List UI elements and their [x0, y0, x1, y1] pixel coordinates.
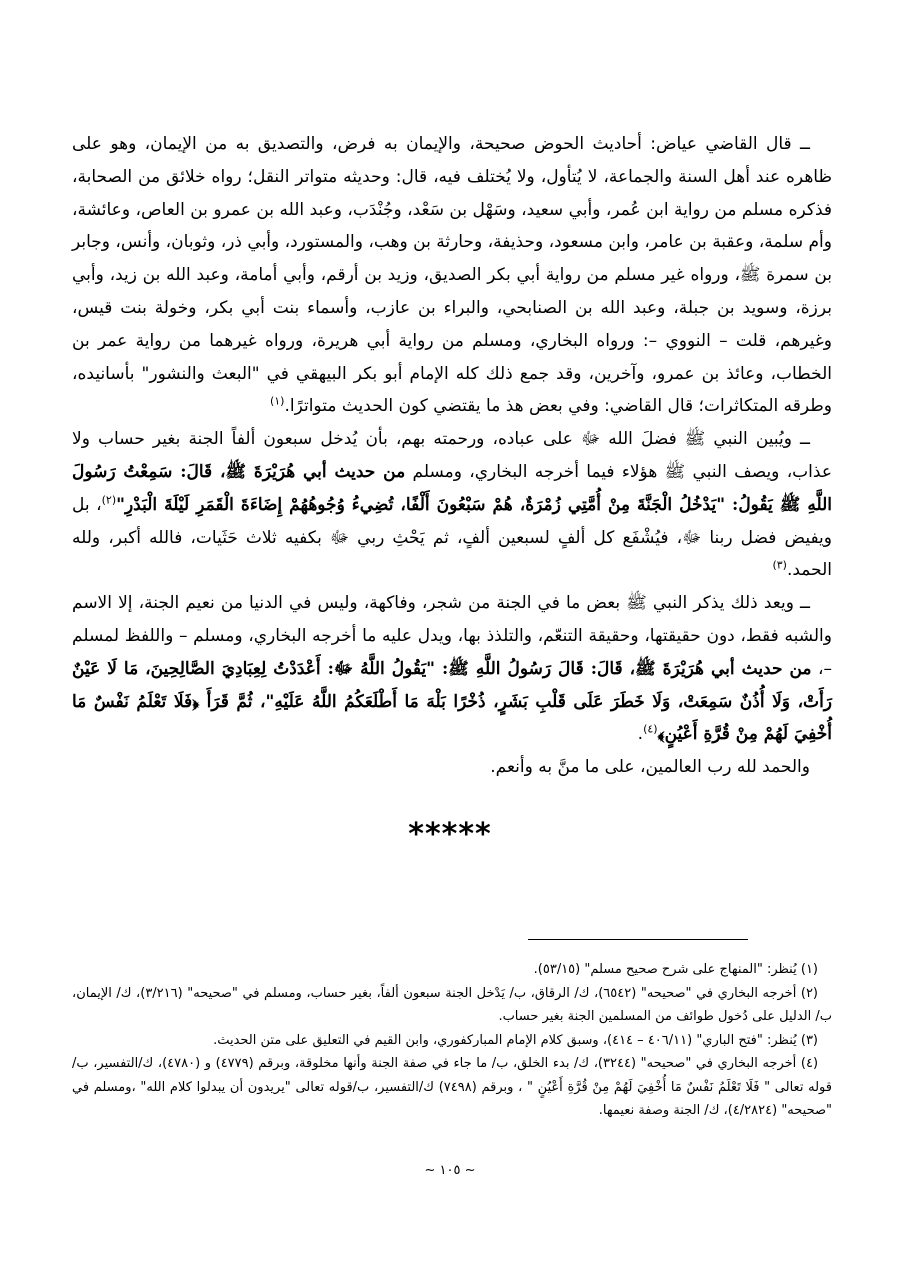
main-text	[72, 128, 832, 784]
paragraph-hawd	[72, 128, 832, 423]
footnote-divider	[528, 939, 748, 940]
footnotes	[72, 958, 832, 1123]
section-separator: *****	[408, 817, 492, 852]
footnote-2: (٢) أخرجه البخاري في "صحيحه" (٦٥٤٢)، ك/ الرقاق، ب/ يَدْخل الجنة سبعون ألفاً، بغير حساب، ومسلم في "صحيحه" (٣/٢١٦)، ك/ الإيمان، ب/ الدليل على دُخول طوائف من المسلمين الجنة بغير حساب.	[72, 985, 832, 1024]
page-number: ~ ١٠٥ ~	[424, 1163, 476, 1178]
footnote-ref-3: (٣)	[772, 558, 787, 572]
paragraph-paradise-delights-text: ــ ويعد ذلك يذكر النبي ﷺ بعض ما في الجنة من شجر، وفاكهة، وليس في الدنيا من نعيم الجنة، إلا الاسم والشبه فقط، دون حقيقتها، وحقيقة التنعّم، والتلذذ بها، ويدل عليه ما أخرجه البخاري، ومسلم – واللفظ لمسلم –،	[72, 593, 832, 679]
footnote-4: (٤) أخرجه البخاري في "صحيحه" (٣٢٤٤)، ك/ بدء الخلق، ب/ ما جاء في صفة الجنة وأنها مخلوقة، وبرقم (٤٧٧٩) و (٤٧٨٠)، ك/التفسير، ب/قوله تعالى " فَلَا تَعْلَمُ نَفْسٌ مَا أُخْفِيَ لَهُمْ مِنْ قُرَّةِ أَعْيُنٍ " ، وبرقم (٧٤٩٨) ك/التفسير، ب/قوله تعالى "يريدون أن يبدلوا كلام الله" ،ومسلم في "صحيحه" (٤/٢٨٢٤)، ك/ الجنة وصفة نعيمها.	[72, 1056, 832, 1118]
paragraph-seventy-thousand	[72, 423, 832, 587]
footnote-3: (٣) يُنظر: "فتح الباري" (٤٠٦/١١ – ٤١٤)، وسبق كلام الإمام المباركفوري، وابن القيم في التعليق على متن الحديث.	[213, 1032, 818, 1048]
footnote-ref-2: (٢)	[101, 493, 117, 507]
footnote-1: (١) يُنظر: "المنهاج على شرح صحيح مسلم" (٥٣/١٥).	[533, 962, 818, 977]
paragraph-seventy-thousand-continued: ، بل ويفيض فضل ربنا ﷻ، فيُشْفَع كل ألفٍ لسبعين ألفٍ، ثم يَحْثِ ربي ﷻ بكفيه ثلاث حَثَيات، فالله أكبر، ولله الحمد.	[72, 494, 832, 581]
paragraph-paradise-delights-end: .	[637, 724, 644, 745]
paragraph-paradise-delights	[72, 587, 832, 751]
closing-praise: والحمد لله رب العالمين، على ما منَّ به وأنعم.	[490, 757, 810, 778]
footnote-ref-4: (٤)	[643, 722, 658, 736]
hadith-quote-seventy-thousand: من حديث أبي هُرَيْرَةَ ﷺ، قَالَ: سَمِعْتُ رَسُولَ اللَّهِ ﷺ يَقُولُ: "يَدْخُلُ الْجَنَّةَ مِنْ أُمَّتِي زُمْرَةٌ، هُمْ سَبْعُونَ أَلْفًا، تُضِيءُ وُجُوهُهُمْ إِضَاءَةَ الْقَمَرِ لَيْلَةَ الْبَدْرِ"	[72, 461, 832, 515]
paragraph-hawd-text: ــ قال القاضي عياض: أحاديث الحوض صحيحة، والإيمان به فرض، والتصديق به من الإيمان، وهو على ظاهره عند أهل السنة والجماعة، لا يُتأول، ولا يُختلف فيه، قال: وحديثه متواتر النقل؛ رواه خلائق من الصحابة، فذكره مسلم من رواية ابن عُمر، وأبي سعيد، وسَهْل بن سَعْد، وجُنْدَب، وعبد الله بن عمرو بن العاص، وعائشة، وأم سلمة، وعقبة بن عامر، وابن مسعود، وحذيفة، وحارثة بن وهب، والمستورد، وأبي ذر، وثوبان، وأنس، وجابر بن سمرة ﷺ، ورواه غير مسلم من رواية أبي بكر الصديق، وزيد بن أرقم، وأبي أمامة، وعبد الله بن زيد، وأبي برزة، وسويد بن جبلة، وعبد الله بن الصنابحي، والبراء بن عازب، وأسماء بنت أبي بكر، وخولة بنت قيس، وغيرهم، قلت – النووي –: ورواه البخاري، ومسلم من رواية أبي هريرة، ورواه غيرهما من رواية عمر بن الخطاب، وعائذ بن عمرو، وآخرين، وقد جمع ذلك كله الإمام أبو بكر البيهقي في "البعث والنشور" بأسانيده، وطرقه المتكاثرات؛ قال القاضي: وفي بعض هذ ما يقتضي كون الحديث متواترًا.	[72, 134, 832, 417]
paragraph-seventy-thousand-text: ــ ويُبين النبي ﷺ فضلَ الله ﷻ على عباده، ورحمته بهم، بأن يُدخل سبعون ألفاً الجنة بغير حساب ولا عذاب، ويصف النبي ﷺ هؤلاء فيما أخرجه البخاري، ومسلم	[72, 429, 832, 482]
footnote-ref-1: (١)	[269, 394, 285, 408]
hadith-quote-paradise: من حديث أبي هُرَيْرَةَ ﷺ، قَالَ: قَالَ رَسُولُ اللَّهِ ﷺ: "يَقُولُ اللَّهُ ﷻ: أَعْدَدْتُ لِعِبَادِيَ الصَّالِحِينَ، مَا لَا عَيْنٌ رَأَتْ، وَلَا أُذُنٌ سَمِعَتْ، وَلَا خَطَرَ عَلَى قَلْبِ بَشَرٍ، ذُخْرًا بَلْهَ مَا أَطْلَعَكُمُ اللَّهُ عَلَيْهِ"، ثُمَّ قَرَأَ ﴿فَلَا تَعْلَمُ نَفْسٌ مَا أُخْفِيَ لَهُمْ مِنْ قُرَّةِ أَعْيُنٍ﴾	[72, 658, 832, 745]
